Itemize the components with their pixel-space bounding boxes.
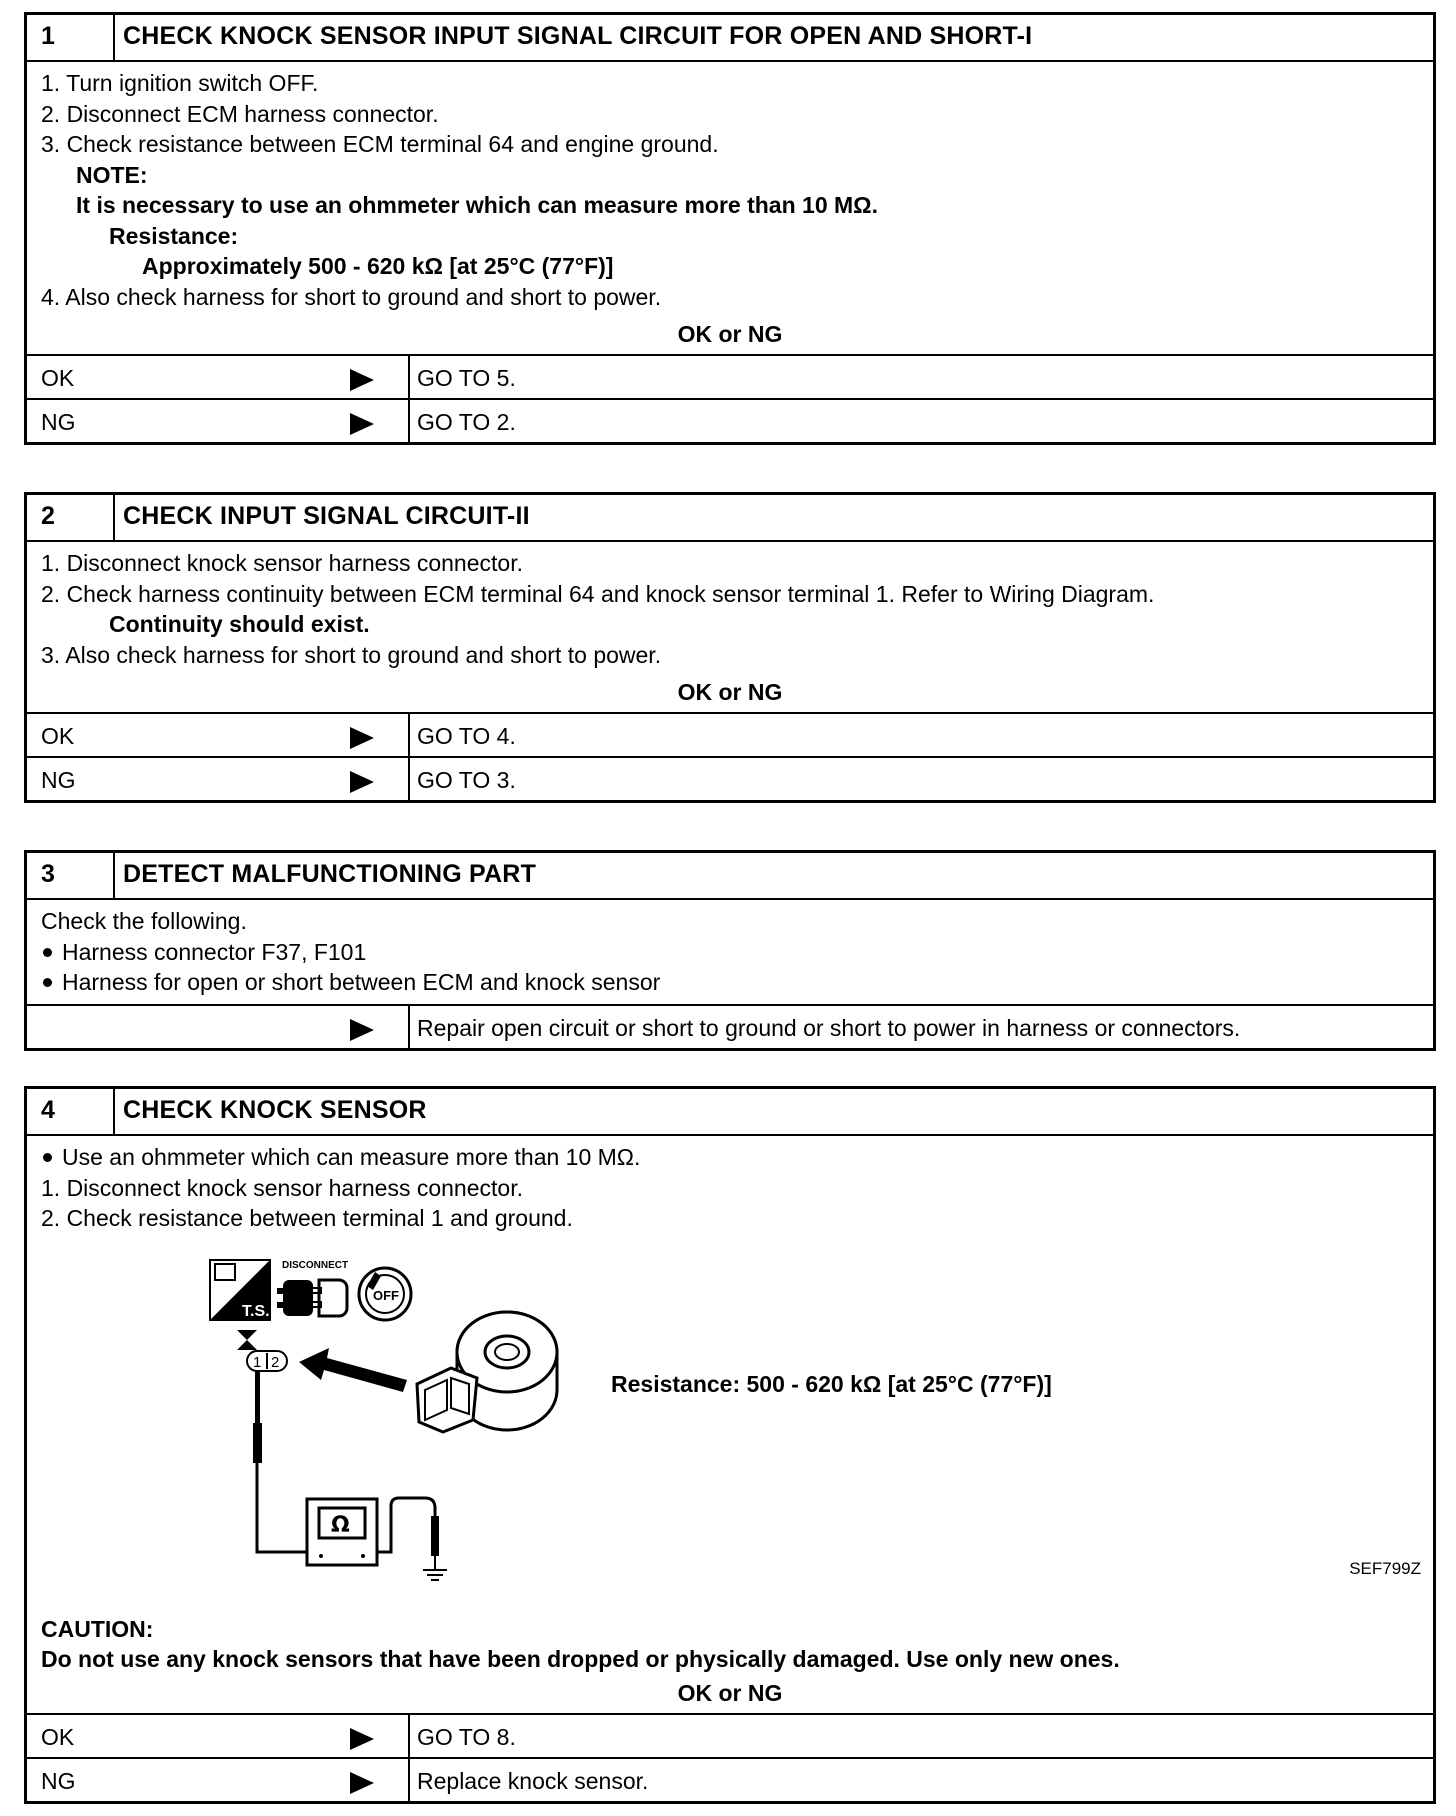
result-row-ok (27, 1713, 1433, 1757)
note-label: NOTE: (76, 161, 148, 188)
ts-label: T.S. (242, 1302, 270, 1320)
spec-value: Continuity should exist. (109, 611, 370, 637)
bullet-icon (43, 978, 52, 987)
instruction-line: 3. Also check harness for short to ground and short to power. (41, 641, 662, 668)
step-number: 2 (27, 495, 115, 540)
arrow-right-icon (350, 1772, 374, 1794)
step-2-instructions (27, 542, 1433, 674)
step-2-box (24, 492, 1436, 803)
instruction-line: 2. Check harness continuity between ECM terminal 64 and knock sensor terminal 1. Refer to Wiring Diagram. (41, 580, 1155, 607)
step-1-instructions (27, 62, 1433, 316)
step-3-header (27, 853, 1433, 900)
instruction-line: 2. Disconnect ECM harness connector. (41, 100, 439, 127)
bullet-text: Harness for open or short between ECM and knock sensor (62, 969, 661, 995)
bullet-item (41, 1142, 1419, 1173)
bullet-item (41, 937, 1419, 968)
step-2-header (27, 495, 1433, 542)
instruction-line: 1. Disconnect knock sensor harness connector. (41, 1174, 523, 1201)
arrow-right-icon (350, 727, 374, 749)
arrow-right-icon (350, 413, 374, 435)
pointer-arrow (299, 1348, 407, 1392)
result-label: OK (41, 723, 75, 749)
result-row-ng (27, 1757, 1433, 1801)
step-4-instructions (27, 1136, 1433, 1234)
step-number: 3 (27, 853, 115, 898)
bullet-item (41, 967, 1419, 998)
result-action: Repair open circuit or short to ground or short to power in harness or connectors. (417, 1014, 1241, 1041)
terminal-2-label: 2 (271, 1353, 280, 1371)
arrow-right-icon (350, 1728, 374, 1750)
step-title: CHECK KNOCK SENSOR (123, 1096, 427, 1124)
knock-sensor-icon (417, 1312, 557, 1432)
step-title: DETECT MALFUNCTIONING PART (123, 860, 537, 888)
result-label: OK (41, 365, 75, 391)
result-row-ok (27, 712, 1433, 756)
result-action: GO TO 2. (417, 409, 516, 435)
spec-label: Resistance: (109, 222, 239, 249)
bullet-icon (43, 1153, 52, 1162)
ok-or-ng-label: OK or NG (677, 1679, 783, 1706)
step-number: 1 (27, 15, 115, 60)
caution-label: CAUTION: (41, 1615, 154, 1642)
resistance-spec: Resistance: 500 - 620 kΩ [at 25°C (77°F)] (611, 1370, 1052, 1397)
result-row-ng (27, 756, 1433, 800)
result-action: GO TO 8. (417, 1723, 516, 1750)
ok-or-ng-label: OK or NG (677, 321, 783, 347)
caution-block (27, 1614, 1433, 1675)
step-3-box (24, 850, 1436, 1051)
connector-icon (237, 1330, 287, 1371)
result-label: NG (41, 1767, 76, 1794)
wiring-diagram (27, 1234, 1433, 1614)
instruction-line: 3. Check resistance between ECM terminal 64 and engine ground. (41, 131, 719, 157)
step-number: 4 (27, 1089, 115, 1134)
instruction-line: 1. Disconnect knock sensor harness connector. (41, 550, 523, 576)
result-action: GO TO 4. (417, 723, 516, 749)
result-action: GO TO 3. (417, 767, 516, 793)
bullet-icon (43, 948, 52, 957)
step-1-box (24, 12, 1436, 445)
result-row-ok (27, 354, 1433, 398)
ts-icon (210, 1260, 270, 1320)
ground-lead (377, 1498, 439, 1570)
step-title: CHECK INPUT SIGNAL CIRCUIT-II (123, 502, 530, 530)
ignition-off-icon (359, 1268, 411, 1320)
terminal-1-label: 1 (253, 1353, 262, 1371)
result-row-action (27, 1004, 1433, 1048)
arrow-right-icon (350, 369, 374, 391)
disconnect-label: DISCONNECT (282, 1259, 349, 1271)
caution-text: Do not use any knock sensors that have been dropped or physically damaged. Use only new ones. (41, 1646, 1120, 1672)
arrow-right-icon (350, 1019, 374, 1041)
step-4-box (24, 1086, 1436, 1804)
step-title: CHECK KNOCK SENSOR INPUT SIGNAL CIRCUIT FOR OPEN AND SHORT-I (123, 22, 1033, 50)
probe-lead (253, 1371, 307, 1552)
ohm-symbol: Ω (331, 1512, 350, 1538)
step-1-header (27, 15, 1433, 62)
step-3-instructions (27, 900, 1433, 1004)
result-label: NG (41, 409, 76, 435)
result-action: GO TO 5. (417, 365, 516, 391)
disconnect-icon (277, 1260, 348, 1316)
ohmmeter-icon (307, 1499, 377, 1565)
arrow-right-icon (350, 771, 374, 793)
instruction-line: 1. Turn ignition switch OFF. (41, 70, 319, 96)
step-4-header (27, 1089, 1433, 1136)
result-label: NG (41, 767, 76, 793)
result-action: Replace knock sensor. (417, 1767, 649, 1794)
instruction-line: Check the following. (41, 908, 247, 934)
knock-sensor-figure (27, 1234, 1433, 1614)
spec-value: Approximately 500 - 620 kΩ [at 25°C (77°F)] (142, 253, 614, 279)
note-text: It is necessary to use an ohmmeter which can measure more than 10 MΩ. (76, 192, 879, 218)
bullet-text: Harness connector F37, F101 (62, 938, 367, 965)
bullet-text: Use an ohmmeter which can measure more than 10 MΩ. (62, 1144, 641, 1170)
instruction-line: 4. Also check harness for short to ground and short to power. (41, 283, 662, 310)
ground-icon (423, 1570, 447, 1580)
ok-or-ng-label: OK or NG (677, 679, 783, 705)
figure-code: SEF799Z (1349, 1558, 1421, 1578)
off-label: OFF (373, 1287, 399, 1303)
instruction-line: 2. Check resistance between terminal 1 and ground. (41, 1205, 573, 1231)
result-label: OK (41, 1723, 75, 1750)
result-row-ng (27, 398, 1433, 442)
